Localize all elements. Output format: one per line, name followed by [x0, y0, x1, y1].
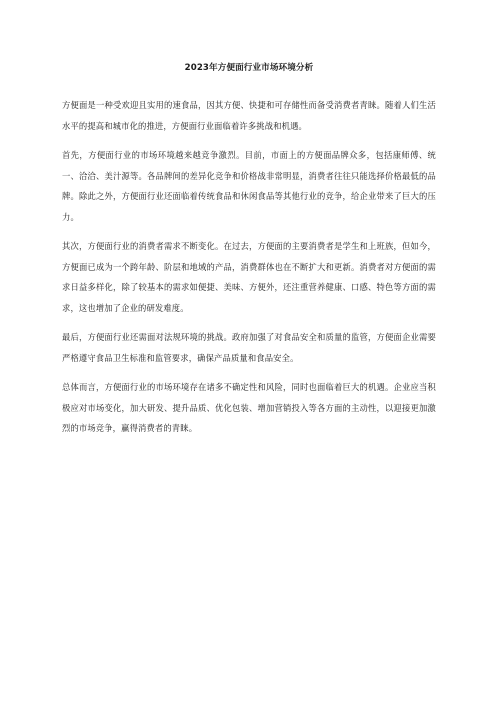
document-title: 2023年方便面行业市场环境分析: [184, 63, 314, 73]
paragraph-intro: 方便面是一种受欢迎且实用的速食品，因其方便、快捷和可存储性而备受消费者青睐。随着人们生活水平的提高和城市化的推进，方便面行业面临着许多挑战和机遇。: [62, 100, 436, 131]
paragraph-consumer-demand: 其次，方便面行业的消费者需求不断变化。在过去，方便面的主要消费者是学生和上班族，但如今，方便面已成为一个跨年龄、阶层和地域的产品，消费群体也在不断扩大和更新。消费者对方便面的需求日益多样化，除了较基本的需求如便捷、美味、方便外，还注重营养健康、口感、特色等方面的需求，这也增加了企业的研发难度。: [62, 241, 436, 313]
paragraph-competition: 首先，方便面行业的市场环境越来越竞争激烈。目前，市面上的方便面品牌众多，包括康师傅、统一、洽洽、美汁源等。各品牌间的差异化竞争和价格战非常明显，消费者往往只能选择价格最低的品牌。除此之外，方便面行业还面临着传统食品和休闲食品等其他行业的竞争，给企业带来了巨大的压力。: [62, 150, 436, 222]
paragraph-regulation: 最后，方便面行业还需面对法规环境的挑战。政府加强了对食品安全和质量的监管，方便面企业需要严格遵守食品卫生标准和监管要求，确保产品质量和食品安全。: [62, 332, 436, 363]
paragraph-conclusion: 总体而言，方便面行业的市场环境存在诸多不确定性和风险，同时也面临着巨大的机遇。企业应当积极应对市场变化，加大研发、提升品质、优化包装、增加营销投入等各方面的主动性，以迎接更加激烈的市场竞争，赢得消费者的青睐。: [62, 382, 436, 433]
